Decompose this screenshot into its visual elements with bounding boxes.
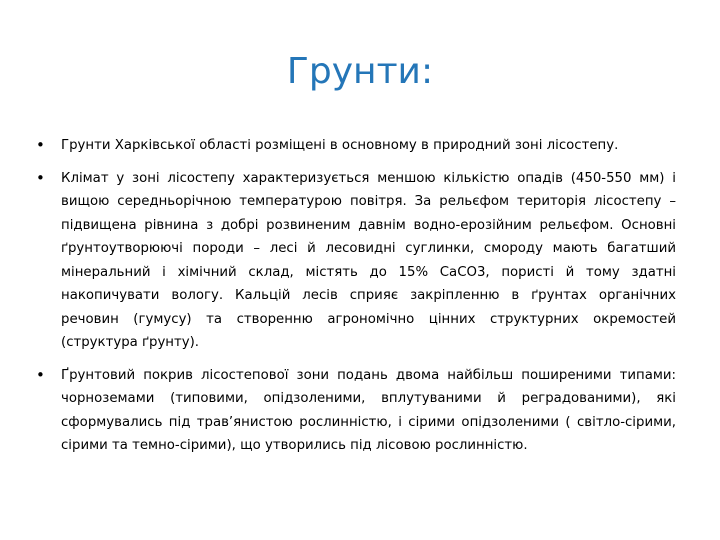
bullet-dot-icon: • bbox=[36, 365, 45, 384]
slide-title: Грунти: bbox=[286, 51, 434, 92]
bullet-text: Ґрунтовий покрив лісостепової зони подань двома найбільш поширеними типами: чорноземами (типовими, опідзоленими, вплутуваними й реградованими), які сформувались під трав’янистою рослинністю, і сірими опідзоленими ( світло-сірими, сірими та темно-сірими), що утворились під лісовою рослинністю. bbox=[61, 367, 676, 453]
bullet-text: Грунти Харківської області розміщені в основному в природний зоні лісостепу. bbox=[61, 138, 619, 153]
bullet-text: Клімат у зоні лісостепу характеризується меншою кількістю опадів (450-550 мм) і вищою середньорічною температурою повітря. За рельєфом територія лісостепу – підвищена рівнина з добрі розвиненим давнім водно-ерозійним рельєфом. Основні ґрунтоутворюючі породи – лесі й лесовидні суглинки, смороду мають багатший мінеральний і хімічний склад, містять до 15% СаСО3, пористі й тому здатні накопичувати вологу. Кальцій лесів сприяє закріпленню в ґрунтах органічних речовин (гумусу) та створенню агрономічно цінних структурних окремостей (структура ґрунту). bbox=[61, 170, 676, 350]
bullet-item-soils-location bbox=[36, 134, 676, 158]
bullet-item-soil-cover bbox=[36, 364, 676, 458]
bullet-item-climate bbox=[36, 167, 676, 355]
bullet-dot-icon: • bbox=[36, 136, 45, 154]
bullet-list bbox=[36, 134, 676, 467]
bullet-dot-icon: • bbox=[36, 168, 45, 187]
